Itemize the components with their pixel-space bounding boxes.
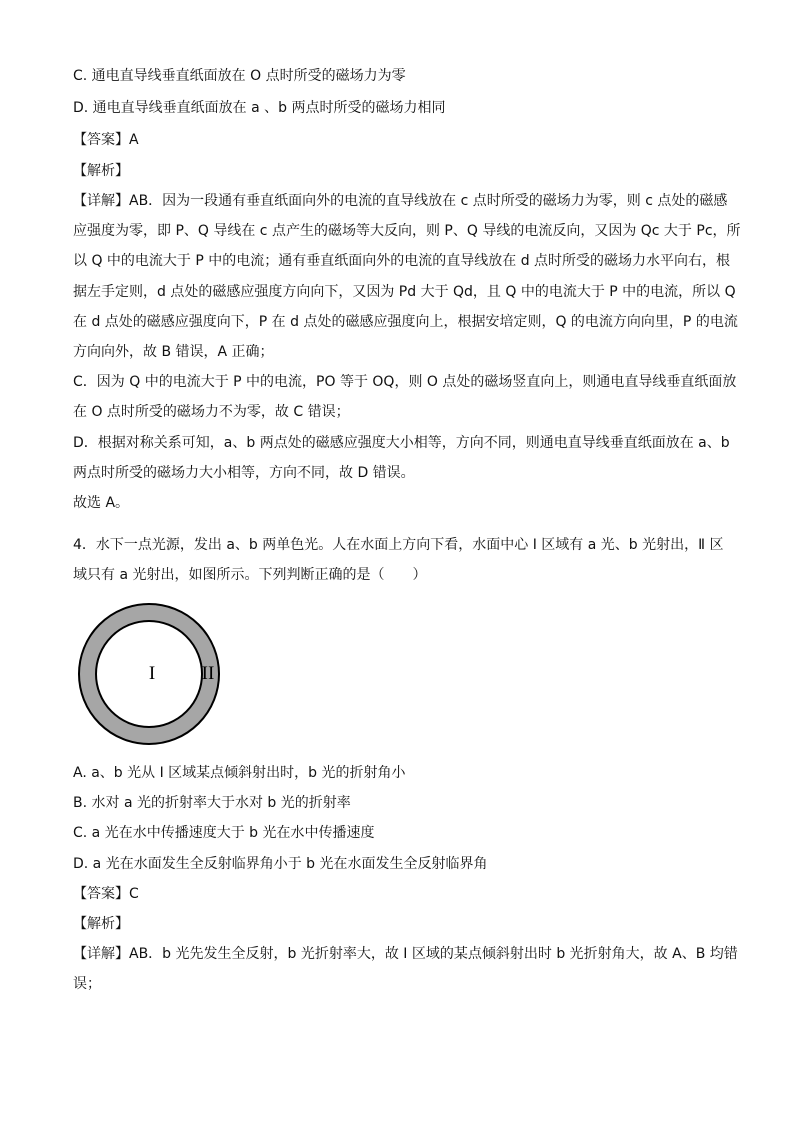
explanation-line: D．根据对称关系可知，a、b 两点处的磁感应强度大小相等，方向不同，则通电直导线垂直纸面放在 a、b xyxy=(73,434,730,451)
ring-figure xyxy=(77,602,221,746)
option-d: D. 通电直导线垂直纸面放在 a 、b 两点时所受的磁场力相同 xyxy=(73,100,446,116)
explanation-line: 方向向外，故 B 错误，A 正确； xyxy=(73,344,274,361)
explanation-line: 应强度为零，即 P、Q 导线在 c 点产生的磁场等大反向，则 P、Q 导线的电流反向，又因为 Qc 大于 Pc，所 xyxy=(73,223,741,240)
explanation-line: 【详解】AB．b 光先发生全反射，b 光折射率大，故 Ⅰ 区域的某点倾斜射出时 b 光折射角大，故 A、B 均错 xyxy=(73,946,738,963)
answer-label: 【答案】A xyxy=(73,132,139,148)
option-line: B. 水对 a 光的折射率大于水对 b 光的折射率 xyxy=(73,795,351,812)
options-block xyxy=(73,758,738,1000)
region-ii-label: II xyxy=(201,663,215,684)
option-line: A. a、b 光从 Ⅰ 区域某点倾斜射出时，b 光的折射角小 xyxy=(73,765,406,781)
option-line: D. a 光在水面发生全反射临界角小于 b 光在水面发生全反射临界角 xyxy=(73,855,488,872)
region-i-label: I xyxy=(148,663,156,684)
explanation-line: 以 Q 中的电流大于 P 中的电流；通有垂直纸面向外的电流的直导线放在 d 点时所受的磁场力水平向右，根 xyxy=(73,253,731,270)
analysis-label: 【解析】 xyxy=(73,163,129,179)
explanation-block xyxy=(73,186,741,518)
ring-diagram xyxy=(77,602,221,746)
explanation-line: 两点时所受的磁场力大小相等，方向不同，故 D 错误。 xyxy=(73,464,415,481)
question-line: 域只有 a 光射出，如图所示。下列判断正确的是（ ） xyxy=(73,567,427,584)
option-c: C. 通电直导线垂直纸面放在 O 点时所受的磁场力为零 xyxy=(73,68,406,84)
explanation-line: 故选 A。 xyxy=(73,495,130,512)
explanation-line: 误； xyxy=(73,976,101,993)
explanation-line: 在 d 点处的磁感应强度向下，P 在 d 点处的磁感应强度向上，根据安培定则，Q 的电流方向向里，P 的电流 xyxy=(73,313,738,330)
explanation-line: 据左手定则，d 点处的磁感应强度方向向下，又因为 Pd 大于 Qd，且 Q 中的电流大于 P 中的电流，所以 Q xyxy=(73,283,736,300)
answer-label: 【答案】C xyxy=(73,885,139,902)
option-line: C. a 光在水中传播速度大于 b 光在水中传播速度 xyxy=(73,825,375,842)
explanation-line: C．因为 Q 中的电流大于 P 中的电流，PO 等于 OQ，则 O 点处的磁场竖直向上，则通电直导线垂直纸面放 xyxy=(73,374,737,391)
analysis-label: 【解析】 xyxy=(73,916,129,933)
question-line: 4．水下一点光源，发出 a、b 两单色光。人在水面上方向下看，水面中心 Ⅰ 区域有 a 光、b 光射出，Ⅱ 区 xyxy=(73,537,724,553)
explanation-line: 在 O 点时所受的磁场力不为零，故 C 错误； xyxy=(73,404,350,421)
question-4 xyxy=(73,530,723,590)
explanation-line: 【详解】AB．因为一段通有垂直纸面向外的电流的直导线放在 c 点时所受的磁场力为零，则 c 点处的磁感 xyxy=(73,193,728,209)
